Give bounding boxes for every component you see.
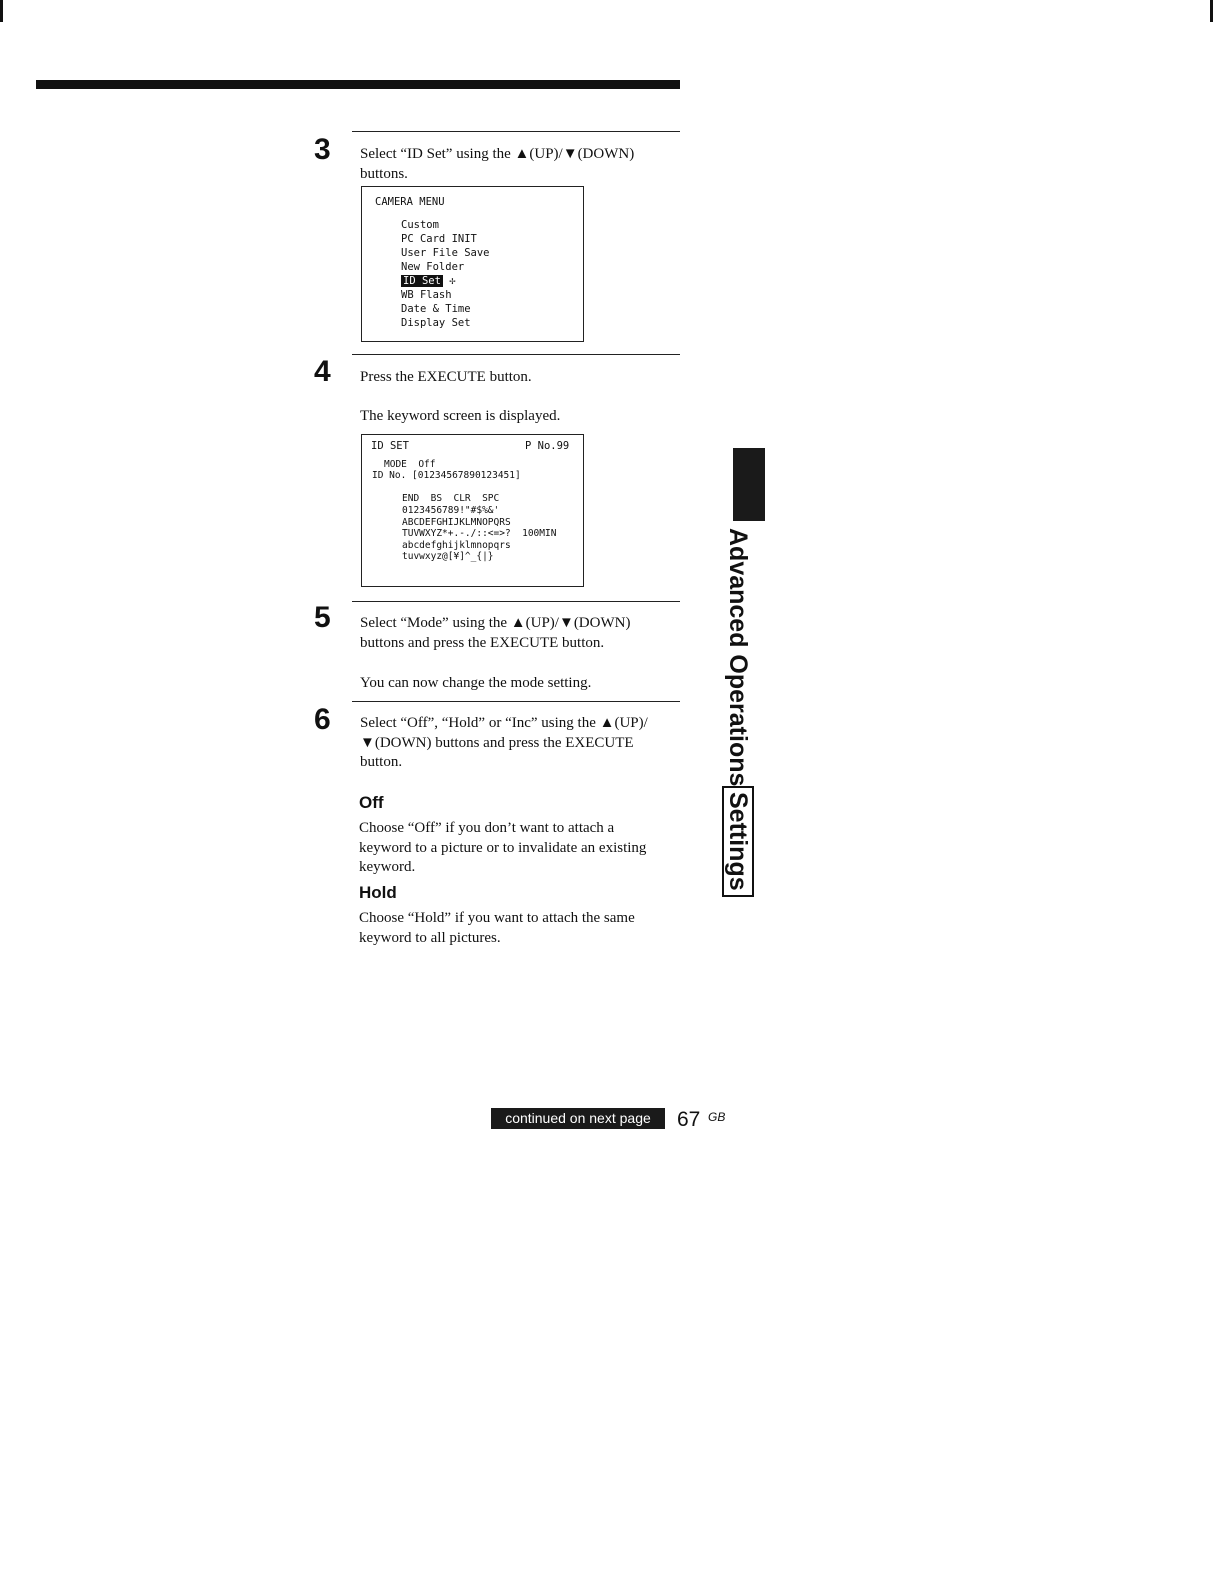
step-5-note: You can now change the mode setting. (360, 675, 592, 691)
step-6-line-2: ▼(DOWN) buttons and press the EXECUTE (360, 734, 634, 751)
char-row: abcdefghijklmnopqrs (402, 539, 511, 551)
step-4-note: The keyword screen is displayed. (360, 408, 561, 424)
id-screen-keys: END BS CLR SPC (402, 493, 500, 504)
id-screen-char-grid (402, 505, 556, 563)
page-suffix: GB (708, 1110, 726, 1124)
section-subname-box: Settings (722, 786, 754, 897)
menu-item-user-file-save: User File Save (401, 247, 490, 259)
id-screen-mode-line: MODE Off (384, 459, 436, 470)
step-3-number: 3 (314, 133, 331, 166)
section-name: Advanced Operations (724, 528, 752, 787)
hold-line-2: keyword to all pictures. (359, 929, 501, 946)
camera-menu-title: CAMERA MENU (375, 196, 445, 208)
char-row: ABCDEFGHIJKLMNOPQRS (402, 516, 511, 528)
hold-heading: Hold (359, 883, 397, 902)
step-5-line-1: Select “Mode” using the ▲(UP)/▼(DOWN) (360, 615, 631, 631)
off-heading: Off (359, 793, 384, 812)
step-3-line-1: Select “ID Set” using the ▲(UP)/▼(DOWN) (360, 146, 635, 162)
step-5-instruction (360, 614, 670, 653)
id-screen-title: ID SET (371, 440, 409, 452)
menu-item-wb-flash: WB Flash (401, 289, 452, 301)
char-row: tuvwxyz@[¥]^_{|} (402, 551, 494, 562)
step-4-number: 4 (314, 355, 331, 388)
cursor-icon: ✢ (449, 275, 456, 287)
camera-menu-list (401, 218, 490, 330)
off-line-1: Choose “Off” if you don’t want to attach a (359, 820, 615, 836)
char-row: TUVWXYZ*+.-./::<=>? 100MIN (402, 528, 557, 539)
menu-item-custom: Custom (401, 219, 439, 231)
id-set-screen (361, 434, 584, 587)
step-6-instruction (360, 714, 670, 773)
off-description (359, 819, 669, 878)
page-number: 67 (677, 1108, 701, 1131)
scan-edge-mark-right (1210, 0, 1213, 22)
step-4-instruction: Press the EXECUTE button. (360, 369, 532, 385)
menu-item-date-time: Date & Time (401, 303, 471, 315)
camera-menu-screen (361, 186, 584, 342)
menu-item-new-folder: New Folder (401, 261, 465, 273)
step-3-rule (352, 131, 680, 132)
continued-banner: continued on next page (491, 1108, 665, 1129)
step-3-line-2: buttons. (360, 165, 408, 182)
step-6-number: 6 (314, 703, 331, 736)
id-screen-page-no: P No.99 (525, 440, 570, 452)
step-6-line-3: button. (360, 754, 403, 770)
step-6-rule (352, 701, 680, 702)
off-line-3: keyword. (359, 859, 416, 875)
hold-description (359, 909, 669, 948)
step-5-line-2: buttons and press the EXECUTE button. (360, 634, 605, 651)
section-sidebar-title (717, 528, 757, 892)
section-tab-marker (733, 448, 765, 521)
scan-edge-mark-left (0, 0, 3, 22)
step-3-instruction (360, 145, 670, 184)
menu-item-display-set: Display Set (401, 317, 471, 329)
step-6-line-1: Select “Off”, “Hold” or “Inc” using the ▲(UP)/ (360, 715, 648, 731)
menu-item-pc-card-init: PC Card INIT (401, 233, 477, 245)
menu-item-id-set-row (401, 274, 490, 288)
id-screen-id-line: ID No. [01234567890123451] (372, 470, 521, 481)
off-line-2: keyword to a picture or to invalidate an existing (359, 839, 647, 856)
step-5-rule (352, 601, 680, 602)
char-row: 0123456789!"#$%&' (402, 505, 500, 516)
menu-item-id-set: ID Set (403, 275, 441, 287)
top-rule (36, 80, 680, 89)
hold-line-1: Choose “Hold” if you want to attach the same (359, 910, 635, 926)
step-4-rule (352, 354, 680, 355)
step-5-number: 5 (314, 601, 331, 634)
